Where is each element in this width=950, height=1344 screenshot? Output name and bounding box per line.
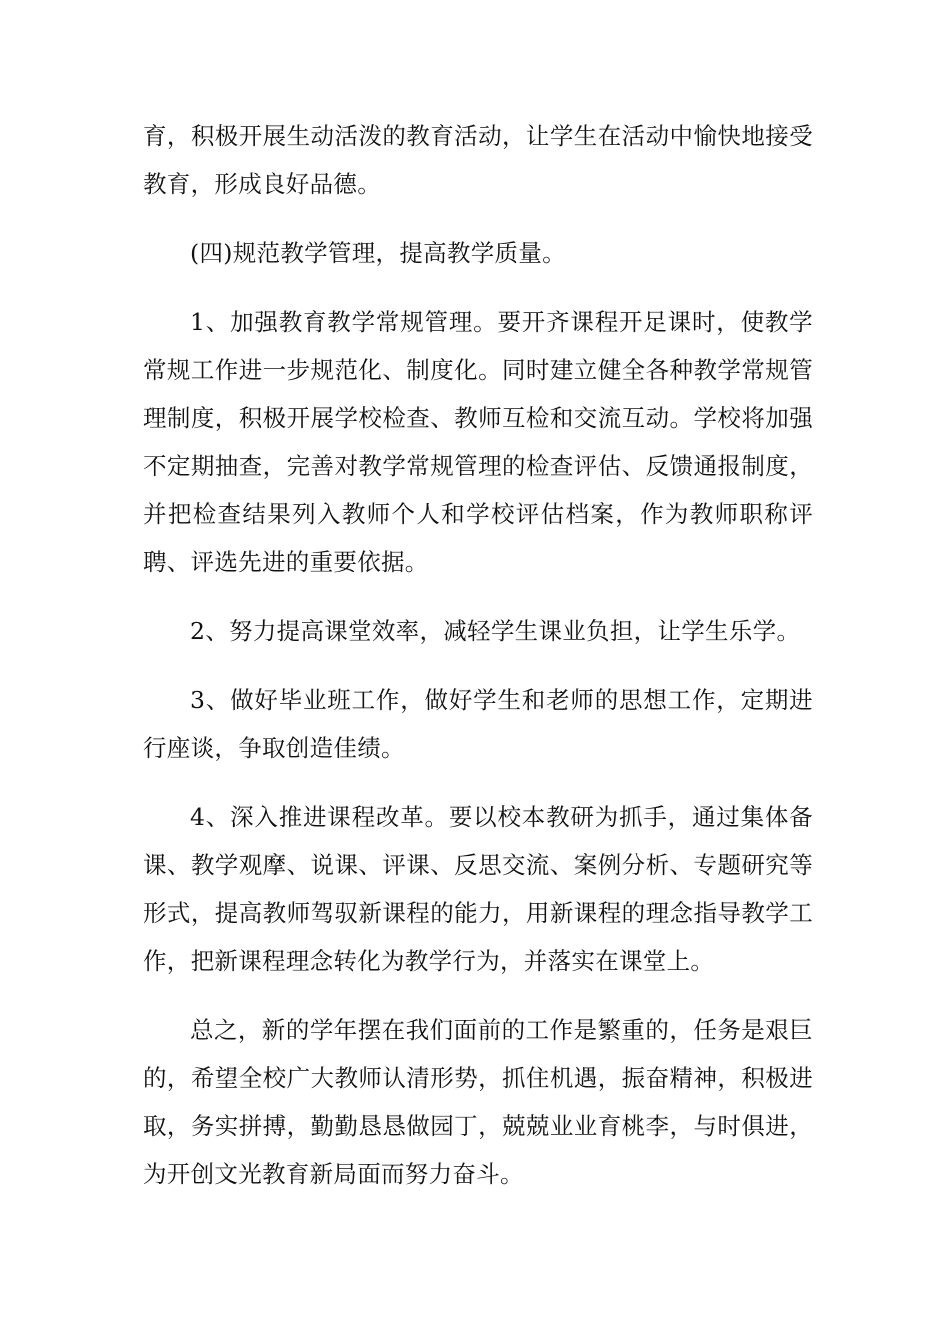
paragraph-item-4: 4、深入推进课程改革。要以校本教研为抓手，通过集体备课、教学观摩、说课、评课、反思交流、案例分析、专题研究等形式，提高教师驾驭新课程的能力，用新课程的理念指导教学工作，把新课程理念转化为教学行为，并落实在课堂上。 <box>143 803 813 975</box>
paragraph-item-3: 3、做好毕业班工作，做好学生和老师的思想工作，定期进行座谈，争取创造佳绩。 <box>143 686 813 762</box>
paragraph-item-2: 2、努力提高课堂效率，减轻学生课业负担，让学生乐学。 <box>190 617 801 645</box>
section-heading-four: (四)规范教学管理，提高教学质量。 <box>190 239 566 267</box>
paragraph-continuation: 育，积极开展生动活泼的教育活动，让学生在活动中愉快地接受教育，形成良好品德。 <box>143 122 813 198</box>
paragraph-item-1: 1、加强教育教学常规管理。要开齐课程开足课时，使教学常规工作进一步规范化、制度化。同时建立健全各种教学常规管理制度，积极开展学校检查、教师互检和交流互动。学校将加强不定期抽查，完善对教学常规管理的检查评估、反馈通报制度，并把检查结果列入教师个人和学校评估档案，作为教师职称评聘、评选先进的重要依据。 <box>143 308 813 576</box>
paragraph-conclusion: 总之，新的学年摆在我们面前的工作是繁重的，任务是艰巨的，希望全校广大教师认清形势，抓住机遇，振奋精神，积极进取，务实拼搏，勤勤恳恳做园丁，兢兢业业育桃李，与时俱进，为开创文光教育新局面而努力奋斗。 <box>143 1016 813 1188</box>
document-page <box>143 112 813 1219</box>
